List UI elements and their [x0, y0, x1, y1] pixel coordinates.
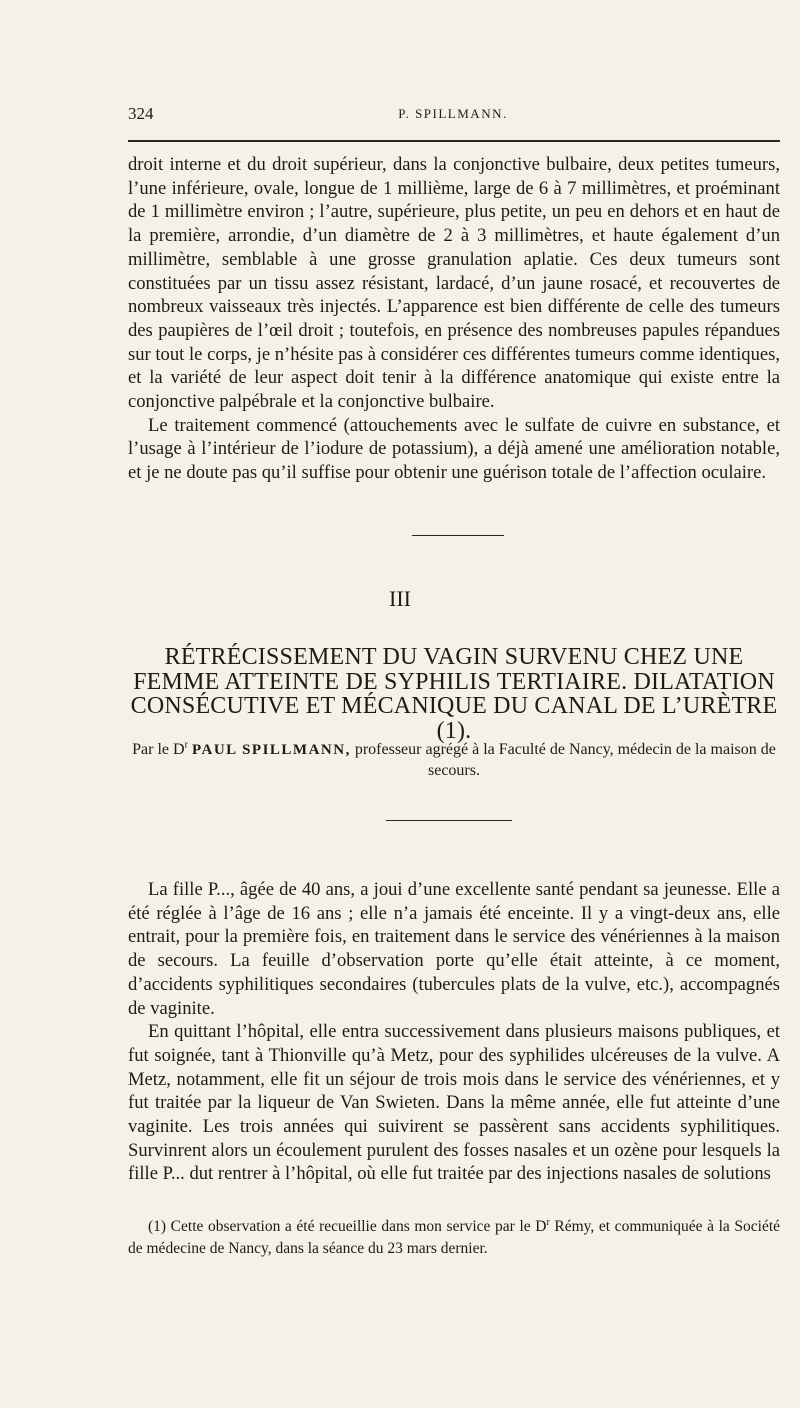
running-title: P. SPILLMANN. — [398, 106, 508, 121]
footnote — [128, 1216, 780, 1259]
paragraph: Le traitement commencé (attouchements avec le sulfate de cuivre en substance, et l’usage à l’intérieur de l’iodure de potassium), a déjà amené une amélioration notable, et je ne doute pas qu’il suffise pour obtenir une guérison totale de l’affection oculaire. — [128, 414, 780, 484]
footnote-marker: (1) — [148, 1218, 167, 1235]
byline-divider — [386, 820, 512, 821]
author-name: PAUL SPILLMANN, — [191, 742, 351, 758]
footnote-text: Cette observation a été recueillie dans mon service par le D — [166, 1218, 547, 1235]
footnote-text-end: Rémy, et communiquée à la Société de médecine de Nancy, dans la séance du 23 mars dernier. — [128, 1218, 781, 1257]
article-body — [128, 878, 780, 1186]
paragraph: En quittant l’hôpital, elle entra successivement dans plusieurs maisons publiques, et fut soignée, tant à Thionville qu’à Metz, pour des syphilides ulcéreuses de la vulve. A Metz, notamment, elle fit un séjour de trois mois dans le service des vénériennes, et y fut traitée par la liqueur de Van Swieten. Dans la même année, elle fut atteinte d’une vaginite. Les trois années qui suivirent se passèrent sans accidents syphilitiques. Survinrent alors un écoulement purulent des fosses nasales et un ozène pour lesquels la fille P... dut rentrer à l’hôpital, où elle fut traitée par des injections nasales de solutions — [128, 1021, 780, 1185]
byline-prefix: Par le D — [132, 741, 185, 758]
byline-superscript: r — [184, 739, 188, 751]
header-rule — [128, 140, 780, 142]
paragraph: droit interne et du droit supérieur, dans la conjonctive bulbaire, deux petites tumeurs, l’une inférieure, ovale, longue de 1 millième, large de 6 à 7 millimètres, et proéminant de 1 millimètre environ ; l’autre, supérieure, plus petite, un peu en dehors et en haut de la première, arrondie, d’un diamètre de 2 à 3 millimètres, et haute également d’un millimètre, semblable à une grosse granulation aplatie. Ces deux tumeurs sont constituées par un tissu assez résistant, lardacé, d’un jaune rosacé, et recouvertes de nombreux vaisseaux très injectés. L’apparence est bien différente de celle des tumeurs des paupières de l’œil droit ; toutefois, en présence des nombreuses papules répandues sur tout le corps, je n’hésite pas à considérer ces différentes tumeurs comme identiques, et la variété de leur aspect doit tenir à la différence anatomique qui existe entre la conjonctive palpébrale et la conjonctive bulbaire. — [128, 154, 780, 413]
paragraph: La fille P..., âgée de 40 ans, a joui d’une excellente santé pendant sa jeunesse. Elle a été réglée à l’âge de 16 ans ; elle n’a jamais été enceinte. Il y a vingt-deux ans, elle entrait, pour la première fois, en traitement dans le service des vénériennes à la maison de secours. La feuille d’observation porte qu’elle était atteinte, à ce moment, d’accidents syphilitiques secondaires (tubercules plats de la vulve, etc.), accompagnés de vaginite. — [128, 879, 780, 1019]
section-number: III — [389, 586, 411, 611]
article-title: RÉTRÉCISSEMENT DU VAGIN SURVENU CHEZ UNE FEMME ATTEINTE DE SYPHILIS TERTIAIRE. DILATATION CONSÉCUTIVE ET MÉCANIQUE DU CANAL DE L’URÈTRE (1). — [130, 644, 778, 744]
section-divider — [412, 535, 504, 536]
previous-article-text — [128, 153, 780, 485]
author-affiliation: professeur agrégé à la Faculté de Nancy, médecin de la maison de secours. — [354, 741, 776, 779]
page-number: 324 — [128, 104, 154, 123]
running-head — [128, 104, 778, 128]
byline — [128, 740, 780, 780]
footnote-superscript: r — [546, 1216, 550, 1228]
